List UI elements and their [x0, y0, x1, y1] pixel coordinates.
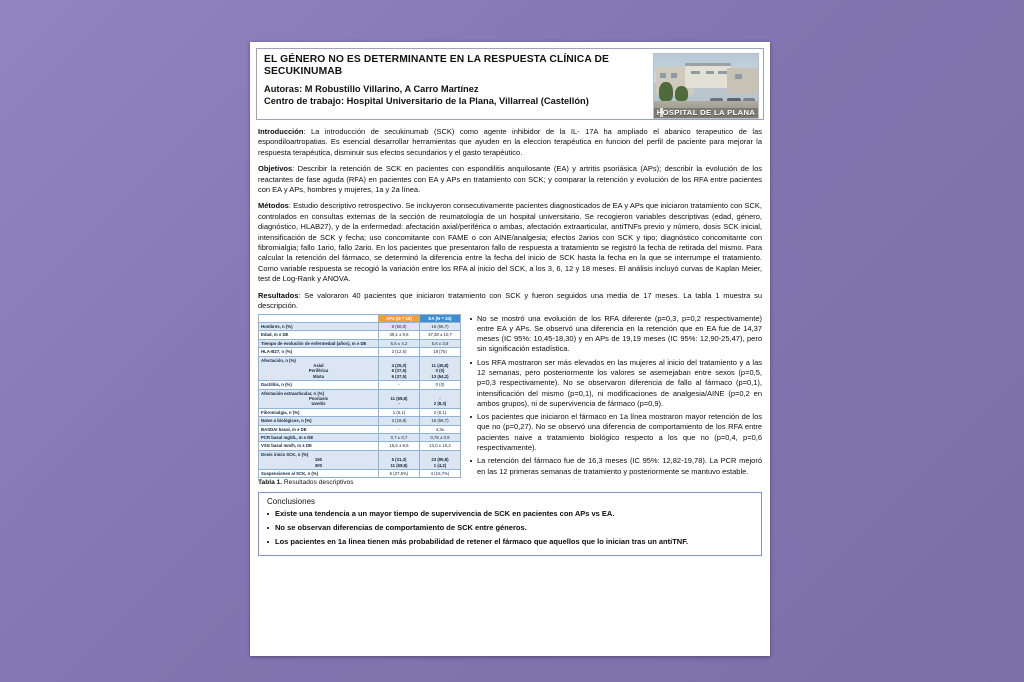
intro-paragraph	[258, 127, 762, 158]
table-row	[259, 408, 461, 416]
bullet-column	[468, 314, 762, 480]
table-row-label: Tiempo de evolución de enfermedad (años), m ± DE	[259, 339, 379, 347]
table-row-label: PCR basal mg/dL, m ± DE	[259, 434, 379, 442]
table-cell-aps: 2 (12,5)	[379, 348, 420, 356]
table-row-label: BASDAI basal, m ± DE	[259, 425, 379, 433]
table-cell-value: 13 (54,2)	[431, 373, 449, 379]
table-row	[259, 339, 461, 347]
table-cell-aps: 8 (50,0)	[379, 322, 420, 330]
table-cell-value: 11 (68,8)	[390, 462, 408, 468]
table-row-sublabel: Periférica	[308, 368, 329, 374]
table-row	[259, 470, 461, 478]
table-caption-rest: Resultados descriptivos	[282, 479, 354, 487]
table-cell-aps	[379, 389, 420, 408]
resultados-label: Resultados	[258, 290, 299, 300]
resultados-paragraph	[258, 291, 762, 312]
photo-window	[735, 74, 742, 78]
table-header-ea: EA (N = 24)	[420, 314, 461, 322]
photo-tree	[675, 86, 689, 101]
table-cell-ea: 4,3±	[420, 425, 461, 433]
table-cell-value: -	[398, 401, 400, 407]
table-row-sublabel: 300	[314, 462, 323, 468]
table-cell-ea	[420, 356, 461, 381]
metodos-label: Métodos	[258, 201, 289, 211]
photo-window	[691, 71, 699, 75]
intro-text: : La introducción de secukinumab (SCK) como agente inhibidor de la IL- 17A ha ampliado el abanico terapeutico de las espondiloartropatias. Es esencial desarrollar herramientas que ayuden en la eleccion terapéutica en funcion del perfil de paciente para mejorar la respuesta terapéutica, disminuir sus efectos secundarios y el gasto terapéutico.	[258, 127, 762, 157]
table-header-row	[259, 314, 461, 322]
table-column	[258, 314, 461, 487]
table-cell-ea	[420, 450, 461, 469]
table-cell-ea: 0,75 ± 0,9	[420, 434, 461, 442]
table-cell-ea: 18 (75)	[420, 348, 461, 356]
table-row	[259, 389, 461, 408]
table-row	[259, 417, 461, 425]
table-cell-aps: 0,7 ± 0,7	[379, 434, 420, 442]
table-row-label: Hombres, n (%)	[259, 322, 379, 330]
hospital-photo	[653, 53, 759, 119]
table-header-aps: APs (N = 16)	[379, 314, 420, 322]
table-cell-ea: 4 (16,7%)	[420, 470, 461, 478]
photo-building-center	[685, 63, 731, 88]
table-row	[259, 434, 461, 442]
page-title: EL GÉNERO NO ES DETERMINANTE EN LA RESPUESTA CLÍNICA DE SECUKINUMAB	[264, 54, 609, 78]
results-bullet-list	[468, 314, 762, 477]
table-row-label: Afectación, n (%) Axial Periférica Mixta	[259, 356, 379, 381]
table-head	[259, 314, 461, 322]
conclusion-item: No se observan diferencias de comportamiento de SCK entre géneros.	[265, 523, 755, 534]
table-row-label: Suspensiones al SCK, n (%)	[259, 470, 379, 478]
table-row	[259, 348, 461, 356]
table-cell-aps: 1 (6,1)	[379, 408, 420, 416]
table-row-label: VSG basal mm/h, m ± DE	[259, 442, 379, 450]
objetivos-text: : Describir la retención de SCK en pacientes con espondilitis anquilosante (EA) y artritis psoriásica (APs); describir la evolución de los reactantes de fase aguda (RFA) en pacientes con EA y APs en tratamiento con SCK; y comparar la retención y evolución de los RFA entre pacientes con EA y APs, hombres y mujeres, 1a y 2a línea.	[258, 164, 762, 195]
poster-header	[256, 48, 764, 120]
conclusions-list	[265, 509, 755, 547]
table-cell-aps: 39,1 ± 9,6	[379, 331, 420, 339]
table-row-label: Dosis inicio SCK, n (%) 150 300	[259, 450, 379, 469]
table-row	[259, 442, 461, 450]
authors-block	[264, 83, 669, 107]
metodos-text: : Estudio descriptivo retrospectivo. Se incluyeron consecutivamente pacientes diagnosticados de EA y APs que iniciaron tratamiento con SCK, controlados en consultas externas de la sección de reumatología de un hospital universitario. Se recogieron variables descriptivas (edad, género, diagnóstico, HLAB27), y de la enfermedad: afectación axial/periférica o ambas, afectación extraarticular, antiTNFs previo y número, dosis SCK inicial, intensificación de SCK y fecha; uso concomitante con FAME o con AINE/analgesia; efectos 2arios con SCK y tipo; diagnóstico concomitante con fibromialgia; fallo 1ario, fallo 2ario. En los pacientes que presentaron fallo de respuesta a tratamiento se registró la fecha de retirada del mismo. Para calcular la retención del fármaco, se determinó la diferencia entre la fecha del inicio de SCK hasta la fecha en la que se interrumpe el tratamiento. Como variable respuesta se recogió la variación entre los RFA al inicio del SCK, a los 3, 6, 12 y 18 meses. El análisis incluyó curvas de Kaplan Meier, test de Log-Rank y ANOVA.	[258, 201, 762, 284]
table-row	[259, 381, 461, 389]
table-cell-aps: 15,6 ± 9,6	[379, 442, 420, 450]
bullet-item: No se mostró una evolución de los RFA diferente (p=0,3, p=0,2 respectivamente) entre EA y APs. Se observó una diferencia en la retención que en EA fue de 14,37 meses (IC 95%: 10,45-18,30) y en APs de 19,19 meses (IC 95%: 12,90-25,47), pero sin significación estadística.	[468, 314, 762, 355]
resultados-text: : Se valoraron 40 pacientes que iniciaron tratamiento con SCK y fueron seguidos una media de 17 meses. La tabla 1 muestra su descripción.	[258, 290, 762, 311]
table-cell-value: 4 (25,0)	[391, 362, 407, 368]
table-cell-ea: 16 (66,7)	[420, 322, 461, 330]
table-cell-ea: 16 (66,7)	[420, 417, 461, 425]
table-cell-ea: 0 (0)	[420, 381, 461, 389]
results-area	[258, 314, 762, 487]
objetivos-label: Objetivos	[258, 164, 293, 174]
table-header-blank	[259, 314, 379, 322]
table-cell-value: 5 (31,3)	[391, 457, 407, 463]
center-line: Centro de trabajo: Hospital Universitario de la Plana, Villarreal (Castellón)	[264, 96, 589, 107]
conclusions-box	[258, 492, 762, 556]
table-row	[259, 331, 461, 339]
table-row-label: HLA-B27, n (%)	[259, 348, 379, 356]
table-cell-aps	[379, 450, 420, 469]
poster-page	[250, 42, 770, 656]
table-cell-aps	[379, 356, 420, 381]
table-cell-value: 6 (37,5)	[391, 373, 407, 379]
metodos-paragraph	[258, 201, 762, 284]
table-cell-aps: 5,5 ± 4,2	[379, 339, 420, 347]
table-cell-ea: 13,0 ± 10,2	[420, 442, 461, 450]
table-body	[259, 322, 461, 478]
table-row-label: Fibromialgia, n (%)	[259, 408, 379, 416]
table-cell-value: -	[439, 395, 441, 401]
table-cell-ea: 37,38 ± 10,7	[420, 331, 461, 339]
table-cell-aps: -	[379, 381, 420, 389]
table-row	[259, 322, 461, 330]
table-row-sublabel: Psoriasis	[308, 395, 329, 401]
table-row-label: Dactilitis, n (%)	[259, 381, 379, 389]
conclusion-item: Existe una tendencia a un mayor tiempo de supervivencia de SCK en pacientes con APs vs EA.	[265, 509, 755, 520]
table-cell-aps: 6 (37,5%)	[379, 470, 420, 478]
hospital-sign-text: HOSPITAL DE LA PLANA	[656, 108, 756, 118]
table-row	[259, 425, 461, 433]
table-cell-value: 23 (95,8)	[431, 457, 449, 463]
bullet-item: La retención del fármaco fue de 16,3 meses (IC 95%: 12,82-19,78). La PCR mejoró en las 12 primeras semanas de tratamiento y posteriormente se mantuvo estable.	[468, 456, 762, 477]
table-row-label: Afectación extraarticular, n (%) Psoriasis Uveítis	[259, 389, 379, 408]
table-cell-value: 0 (0)	[435, 368, 445, 374]
table-cell-value: 1 (4,2)	[433, 462, 447, 468]
intro-label: Introducción	[258, 127, 304, 136]
table-row-sublabel: Axial	[313, 362, 324, 368]
table-row-label: Edad, m ± DE	[259, 331, 379, 339]
table-row-sublabel: Uveítis	[311, 401, 326, 407]
table-cell-value: 11 (68,8)	[390, 395, 408, 401]
conclusions-title: Conclusiones	[267, 497, 316, 507]
intro-section	[258, 127, 762, 312]
photo-building-right	[727, 68, 758, 94]
table-cell-aps: 3 (18,8)	[379, 417, 420, 425]
table-caption	[258, 479, 461, 486]
table-cell-aps: -	[379, 425, 420, 433]
table-caption-bold: Tabla 1.	[258, 479, 283, 487]
table-row-label: Naïve a biológicos, n (%)	[259, 417, 379, 425]
table-row-sublabel: Mixta	[313, 373, 324, 379]
results-table	[258, 314, 461, 479]
table-cell-value: 2 (8,3)	[433, 401, 447, 407]
objetivos-paragraph	[258, 164, 762, 195]
table-row-sublabel: 150	[314, 457, 323, 463]
table-row	[259, 356, 461, 381]
table-row	[259, 450, 461, 469]
authors-line: Autoras: M Robustillo Villarino, A Carro Martínez	[264, 84, 479, 95]
table-cell-ea: 5,6 ± 3,8	[420, 339, 461, 347]
table-cell-ea	[420, 389, 461, 408]
photo-window	[660, 73, 666, 77]
table-cell-value: 11 (45,8)	[431, 362, 449, 368]
photo-window	[706, 71, 714, 75]
photo-window	[671, 73, 677, 77]
photo-tree	[659, 82, 673, 101]
photo-window	[718, 71, 726, 75]
bullet-item: Los pacientes que iniciaron el fármaco en 1a línea mostraron mayor retención de los que no (p=0,27). No se observó una diferencia de comportamiento de los RFA entre pacientes naive a tratamiento biológico respecto a los que no (p=0,4, p=0,6 respectivamente).	[468, 412, 762, 453]
conclusion-item: Los pacientes en 1a linea tienen más probabilidad de retener el fármaco que aquellos que lo inician tras un antiTNF.	[265, 537, 755, 548]
table-cell-value: 6 (37,5)	[391, 368, 407, 374]
table-cell-ea: 2 (8,1)	[420, 408, 461, 416]
bullet-item: Los RFA mostraron ser más elevados en las mujeres al inicio del tratamiento y a las 12 semanas, pero posteriormente los valores se asemejaban entre sexos (p=0,5, p=0,3 respectivamente). No se observaron diferencia de fallo al fármaco (p=0,1), intensificación del mismo (p=0,1), ni modificaciones de analgesia/AINE (p=0,2 en ambos grupos), ni de supervivencia de fármaco (p=0,9).	[468, 358, 762, 409]
